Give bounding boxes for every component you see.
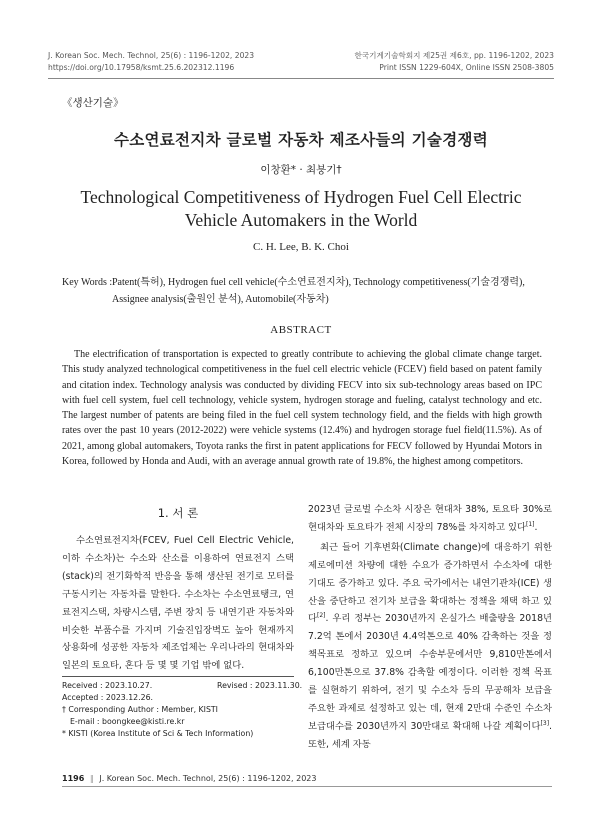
paragraph-market-share: 2023년 글로벌 수소차 시장은 현대차 38%, 토요타 30%로 현대차와 토요타가 전체 시장의 78%를 차지하고 있다[1]. [308, 504, 552, 533]
authors-korean: 이창환* · 최붕기† [260, 164, 342, 176]
revised-date: Revised : 2023.11.30. [217, 681, 303, 690]
abstract-text: The electrification of transportation is expected to greatly contribute to achieving the global climate change target. This study analyzed technological competitiveness in the fuel cell electric vehicle (FCEV) field based on patent family and citation index. Technology analysis was conducted by dividing FECV into six sub-technology areas based on IPC with fuel cell system, fuel cell technology, vehicle system, hydrogen storage and fueling, catalyst technology and etc. The largest number of patents are being filed in the fuel cell system technology field, and the fields with high growth rates over the past 10 years (2012-2022) were vehicle systems (12.4%) and hydrogen storage fuel field(11.5%). As of 2021, among global automakers, Toyota ranks the first in patent applications for FECV followed by Hyundai Motors in Korea, followed by Honda and Audi, with an average annual growth rate of 19.8%, the highest among competitors. [62, 349, 542, 468]
header-divider [48, 78, 554, 79]
section-tag: 《생산기술》 [62, 97, 124, 109]
title-english-line1: Technological Competitiveness of Hydrogen Fuel Cell Electric [80, 187, 522, 207]
received-date: Received : 2023.10.27. [62, 681, 153, 690]
right-column-body [308, 501, 552, 754]
paragraph-climate-policy: 최근 들어 기후변화(Climate change)에 대응하기 위한 제로에미션 차량에 대한 수요가 증가하면서 수소차에 대한 기대도 증가하고 있다. 주요 국가에서는 내연기관차(ICE) 생산을 중단하고 전기차 보급을 확대하는 정책을 채택 하고 있다[2]. 우리 정부는 2030년까지 온실가스 배출량을 2018년 7.2억 톤에서 2030년 4.4억톤으로 40% 감축하는 것을 정책목표로 정하고 있으며 수송부문에서만 9,810만톤에서 6,100만톤으로 37.8% 감축할 예정이다. 이러한 정책 목표를 실현하기 위하여, 전기 및 수소차 등의 무공해차 보급을 주요한 과제로 설정하고 있는 데, 현재 2만대 수준인 수소차 보급대수를 2030년까지 30만대로 확대해 나갈 계획이다[3]. 또한, 세계 자동 [308, 541, 552, 750]
page-footer [62, 774, 316, 783]
section-heading-introduction: 1. 서 론 [157, 506, 199, 520]
title-korean: 수소연료전지차 글로벌 자동차 제조사들의 기술경쟁력 [113, 131, 489, 149]
author-affiliation: * KISTI (Korea Institute of Sci & Tech Information) [62, 729, 254, 738]
footer-divider [62, 786, 552, 787]
footer-separator: ‖ [89, 774, 94, 783]
page-number: 1196 [62, 774, 85, 783]
journal-citation-right: 한국기계기술학회지 제25권 제6호, pp. 1196-1202, 2023 [354, 51, 554, 60]
footnotes [62, 680, 303, 740]
footnote-divider [62, 676, 294, 677]
title-english-line2: Vehicle Automakers in the World [184, 210, 418, 230]
doi-link[interactable]: https://doi.org/10.17958/ksmt.25.6.202312.1196 [48, 63, 235, 72]
issn-info: Print ISSN 1229-604X, Online ISSN 2508-3805 [379, 63, 554, 72]
footer-citation: J. Korean Soc. Mech. Technol, 25(6) : 1196-1202, 2023 [99, 774, 317, 783]
abstract-heading: ABSTRACT [270, 324, 332, 336]
citation-ref[interactable]: [2] [316, 612, 326, 620]
title-english [48, 186, 554, 232]
author-email[interactable]: E-mail : boongkee@kisti.re.kr [70, 717, 185, 726]
left-column-body: 수소연료전지차(FCEV, Fuel Cell Electric Vehicle, 이하 수소차)는 수소와 산소를 이용하여 연료전지 스택(stack)의 전기화학적 반응을 통해 생산된 전기로 모터를 구동시키는 자동차를 말한다. 수소차는 수소연료탱크, 연료전지스택, 차량시스템, 주변 장치 등 내연기관 자동차와 비슷한 부품수를 가지며 기술진입장벽도 높아 현재까지 상용화에 성공한 자동차 제조업체는 우리나라의 현대차와 일본의 토요타, 혼다 등 몇 몇 기업 밖에 없다. [62, 535, 294, 672]
citation-ref[interactable]: [1] [526, 520, 535, 528]
accepted-date: Accepted : 2023.12.26. [62, 693, 154, 702]
keywords-text: Patent(특허), Hydrogen fuel cell vehicle(수소연료전지차), Technology competitiveness(기술경쟁력), Assignee analysis(출원인 분석), Automobile(자동차) [112, 277, 525, 305]
citation-ref[interactable]: [3] [540, 719, 550, 727]
corresponding-author: † Corresponding Author : Member, KISTI [62, 705, 218, 714]
keywords-label: Key Words : [62, 277, 113, 288]
authors-english: C. H. Lee, B. K. Choi [253, 241, 349, 253]
journal-citation-left: J. Korean Soc. Mech. Technol, 25(6) : 1196-1202, 2023 [48, 51, 255, 60]
